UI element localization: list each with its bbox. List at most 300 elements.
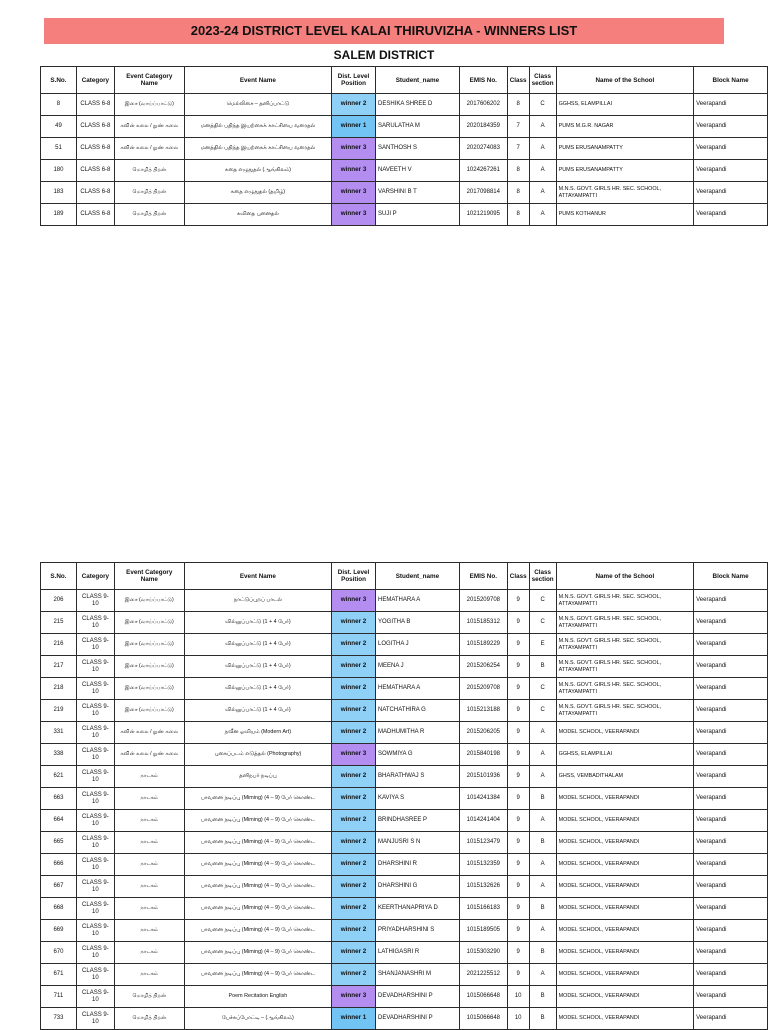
cell-section: B <box>529 942 556 964</box>
header-student: Student_name <box>376 563 460 590</box>
cell-student-name: MANJUSRI S N <box>376 832 460 854</box>
cell-event-name: வில்லுப்பாட்டு (1 + 4 பேர்) <box>184 700 331 722</box>
cell-event-name: கவிதை புனைதல் <box>184 204 331 226</box>
cell-class: 9 <box>507 766 529 788</box>
header-position: Dist. Level Position <box>332 67 376 94</box>
cell-block-name: Veerapandi <box>694 116 768 138</box>
cell-block-name: Veerapandi <box>694 832 768 854</box>
cell-emis: 1021219095 <box>459 204 507 226</box>
header-section: Class section <box>529 67 556 94</box>
cell-category: CLASS 6-8 <box>76 182 114 204</box>
position-badge: winner 2 <box>332 700 376 722</box>
cell-class: 9 <box>507 788 529 810</box>
cell-class: 9 <box>507 920 529 942</box>
cell-sno: 664 <box>41 810 77 832</box>
position-badge: winner 3 <box>332 160 376 182</box>
cell-section: A <box>529 204 556 226</box>
position-badge: winner 3 <box>332 590 376 612</box>
cell-student-name: DEVADHARSHINI P <box>376 986 460 1008</box>
cell-student-name: NATCHATHIRA G <box>376 700 460 722</box>
table-row <box>41 160 768 182</box>
cell-event-category: நாடகம் <box>114 942 184 964</box>
cell-school-name: M.N.S. GOVT. GIRLS HR. SEC. SCHOOL, ATTAYAMPATTI <box>556 590 694 612</box>
cell-class: 9 <box>507 700 529 722</box>
table-row <box>41 94 768 116</box>
cell-emis: 1015189505 <box>459 920 507 942</box>
cell-sno: 669 <box>41 920 77 942</box>
cell-event-category: மொழித் திறன் <box>114 986 184 1008</box>
position-badge: winner 2 <box>332 920 376 942</box>
position-badge: winner 2 <box>332 634 376 656</box>
header-event: Event Name <box>184 67 331 94</box>
cell-school-name: MODEL SCHOOL, VEERAPANDI <box>556 964 694 986</box>
cell-block-name: Veerapandi <box>694 986 768 1008</box>
cell-class: 9 <box>507 612 529 634</box>
cell-event-name: பாவனை நடிப்பு (Miming) (4 – 9) பேர் கொண்ட <box>184 964 331 986</box>
cell-emis: 1015132626 <box>459 876 507 898</box>
cell-section: A <box>529 920 556 942</box>
cell-emis: 2015840198 <box>459 744 507 766</box>
cell-event-name: பாவனை நடிப்பு (Miming) (4 – 9) பேர் கொண்ட <box>184 810 331 832</box>
cell-category: CLASS 6-8 <box>76 116 114 138</box>
cell-event-category: இசை (வாய்ப்பாட்டு) <box>114 612 184 634</box>
cell-class: 8 <box>507 160 529 182</box>
cell-school-name: MODEL SCHOOL, VEERAPANDI <box>556 810 694 832</box>
table-row <box>41 612 768 634</box>
cell-block-name: Veerapandi <box>694 160 768 182</box>
cell-class: 9 <box>507 656 529 678</box>
cell-block-name: Veerapandi <box>694 722 768 744</box>
cell-section: C <box>529 590 556 612</box>
cell-emis: 2017098814 <box>459 182 507 204</box>
position-badge: winner 1 <box>332 1008 376 1030</box>
cell-class: 9 <box>507 722 529 744</box>
cell-section: A <box>529 138 556 160</box>
cell-category: CLASS 9-10 <box>76 964 114 986</box>
position-badge: winner 3 <box>332 986 376 1008</box>
cell-emis: 1015185312 <box>459 612 507 634</box>
cell-school-name: PUMS M.G.R. NAGAR <box>556 116 694 138</box>
cell-school-name: PUMS ERUSANAMPATTY <box>556 138 694 160</box>
cell-student-name: SARULATHA M <box>376 116 460 138</box>
cell-block-name: Veerapandi <box>694 94 768 116</box>
cell-category: CLASS 9-10 <box>76 744 114 766</box>
position-badge: winner 3 <box>332 182 376 204</box>
cell-section: B <box>529 788 556 810</box>
cell-emis: 2015209708 <box>459 590 507 612</box>
position-badge: winner 2 <box>332 678 376 700</box>
header-class: Class <box>507 67 529 94</box>
cell-school-name: M.N.S. GOVT. GIRLS HR. SEC. SCHOOL, ATTAYAMPATTI <box>556 182 694 204</box>
table-row <box>41 942 768 964</box>
cell-school-name: MODEL SCHOOL, VEERAPANDI <box>556 832 694 854</box>
cell-section: C <box>529 700 556 722</box>
cell-section: C <box>529 94 556 116</box>
cell-school-name: PUMS KOTHANUR <box>556 204 694 226</box>
cell-section: A <box>529 182 556 204</box>
winners-table-class-6-8 <box>40 66 768 226</box>
cell-event-name: வில்லுப்பாட்டு (1 + 4 பேர்) <box>184 656 331 678</box>
table-row <box>41 634 768 656</box>
cell-sno: 49 <box>41 116 77 138</box>
header-sno: S.No. <box>41 67 77 94</box>
cell-event-category: கவின் கலை / நுண் கலை <box>114 744 184 766</box>
position-badge: winner 2 <box>332 94 376 116</box>
cell-emis: 1014241404 <box>459 810 507 832</box>
cell-class: 9 <box>507 964 529 986</box>
cell-sno: 666 <box>41 854 77 876</box>
table-row <box>41 920 768 942</box>
cell-event-category: இசை (வாய்ப்பாட்டு) <box>114 94 184 116</box>
cell-section: A <box>529 810 556 832</box>
cell-category: CLASS 9-10 <box>76 612 114 634</box>
cell-event-category: நாடகம் <box>114 964 184 986</box>
table-row <box>41 788 768 810</box>
cell-category: CLASS 6-8 <box>76 138 114 160</box>
cell-section: C <box>529 678 556 700</box>
cell-event-name: Poem Recitation English <box>184 986 331 1008</box>
cell-class: 9 <box>507 744 529 766</box>
table-row <box>41 964 768 986</box>
cell-block-name: Veerapandi <box>694 678 768 700</box>
cell-block-name: Veerapandi <box>694 612 768 634</box>
cell-emis: 2015101936 <box>459 766 507 788</box>
cell-event-name: நாட்டுப்புறப் பாடல் <box>184 590 331 612</box>
cell-category: CLASS 9-10 <box>76 810 114 832</box>
cell-class: 9 <box>507 810 529 832</box>
cell-student-name: YOGITHA B <box>376 612 460 634</box>
cell-student-name: KEERTHANAPRIYA D <box>376 898 460 920</box>
cell-emis: 2015206205 <box>459 722 507 744</box>
cell-event-category: நாடகம் <box>114 920 184 942</box>
cell-sno: 665 <box>41 832 77 854</box>
position-badge: winner 2 <box>332 854 376 876</box>
cell-section: B <box>529 832 556 854</box>
cell-school-name: MODEL SCHOOL, VEERAPANDI <box>556 788 694 810</box>
cell-event-category: இசை (வாய்ப்பாட்டு) <box>114 700 184 722</box>
cell-section: A <box>529 722 556 744</box>
cell-sno: 217 <box>41 656 77 678</box>
cell-school-name: PUMS ERUSANAMPATTY <box>556 160 694 182</box>
cell-block-name: Veerapandi <box>694 810 768 832</box>
cell-student-name: LOGITHA J <box>376 634 460 656</box>
cell-category: CLASS 9-10 <box>76 898 114 920</box>
cell-section: E <box>529 634 556 656</box>
cell-block-name: Veerapandi <box>694 964 768 986</box>
cell-event-category: இசை (வாய்ப்பாட்டு) <box>114 590 184 612</box>
header-event: Event Name <box>184 563 331 590</box>
cell-event-category: கவின் கலை / நுண் கலை <box>114 722 184 744</box>
cell-emis: 1014241384 <box>459 788 507 810</box>
cell-class: 7 <box>507 138 529 160</box>
table-row <box>41 876 768 898</box>
cell-student-name: HEMATHARA A <box>376 590 460 612</box>
cell-category: CLASS 9-10 <box>76 634 114 656</box>
cell-section: A <box>529 744 556 766</box>
header-block: Block Name <box>694 563 768 590</box>
cell-class: 9 <box>507 876 529 898</box>
table-row <box>41 590 768 612</box>
cell-event-category: கவின் கலை / நுண் கலை <box>114 138 184 160</box>
cell-school-name: GHSS, VEMBADITHALAM <box>556 766 694 788</box>
cell-event-category: மொழித் திறன் <box>114 160 184 182</box>
cell-student-name: DHARSHINI R <box>376 854 460 876</box>
cell-event-category: நாடகம் <box>114 854 184 876</box>
cell-student-name: NAVEETH V <box>376 160 460 182</box>
cell-sno: 668 <box>41 898 77 920</box>
table-row <box>41 700 768 722</box>
cell-block-name: Veerapandi <box>694 920 768 942</box>
cell-class: 9 <box>507 942 529 964</box>
cell-emis: 1015166183 <box>459 898 507 920</box>
cell-section: B <box>529 1008 556 1030</box>
cell-sno: 338 <box>41 744 77 766</box>
header-emis: EMIS No. <box>459 67 507 94</box>
cell-student-name: LATHIGASRI R <box>376 942 460 964</box>
cell-sno: 183 <box>41 182 77 204</box>
header-event-category: Event Category Name <box>114 67 184 94</box>
cell-sno: 331 <box>41 722 77 744</box>
cell-event-name: பேச்சுப்போட்டி – (ஆங்கிலம்) <box>184 1008 331 1030</box>
table-row <box>41 182 768 204</box>
cell-emis: 2021225512 <box>459 964 507 986</box>
position-badge: winner 2 <box>332 612 376 634</box>
cell-event-category: இசை (வாய்ப்பாட்டு) <box>114 656 184 678</box>
cell-sno: 8 <box>41 94 77 116</box>
cell-section: C <box>529 612 556 634</box>
position-badge: winner 3 <box>332 138 376 160</box>
cell-school-name: MODEL SCHOOL, VEERAPANDI <box>556 722 694 744</box>
district-title: SALEM DISTRICT <box>333 48 435 62</box>
cell-event-category: மொழித் திறன் <box>114 1008 184 1030</box>
cell-event-category: இசை (வாய்ப்பாட்டு) <box>114 678 184 700</box>
header-student: Student_name <box>376 67 460 94</box>
cell-block-name: Veerapandi <box>694 876 768 898</box>
cell-section: A <box>529 116 556 138</box>
position-badge: winner 1 <box>332 116 376 138</box>
cell-section: B <box>529 656 556 678</box>
cell-student-name: KAVIYA S <box>376 788 460 810</box>
cell-class: 8 <box>507 182 529 204</box>
cell-section: A <box>529 964 556 986</box>
cell-block-name: Veerapandi <box>694 942 768 964</box>
table-row <box>41 722 768 744</box>
table-row <box>41 744 768 766</box>
table-header-row <box>41 563 768 590</box>
cell-sno: 711 <box>41 986 77 1008</box>
cell-category: CLASS 9-10 <box>76 876 114 898</box>
cell-event-category: மொழித் திறன் <box>114 204 184 226</box>
cell-emis: 2015206254 <box>459 656 507 678</box>
cell-event-category: நாடகம் <box>114 810 184 832</box>
cell-sno: 215 <box>41 612 77 634</box>
cell-section: B <box>529 898 556 920</box>
cell-student-name: DEVADHARSHINI P <box>376 1008 460 1030</box>
header-position: Dist. Level Position <box>332 563 376 590</box>
cell-student-name: SHANJANASHRI M <box>376 964 460 986</box>
cell-event-name: கதை எழுதுதல் (தமிழ்) <box>184 182 331 204</box>
cell-section: A <box>529 876 556 898</box>
cell-category: CLASS 9-10 <box>76 942 114 964</box>
cell-category: CLASS 9-10 <box>76 854 114 876</box>
cell-sno: 671 <box>41 964 77 986</box>
cell-event-name: பாவனை நடிப்பு (Miming) (4 – 9) பேர் கொண்ட <box>184 788 331 810</box>
cell-emis: 1015132359 <box>459 854 507 876</box>
cell-school-name: M.N.S. GOVT. GIRLS HR. SEC. SCHOOL, ATTAYAMPATTI <box>556 678 694 700</box>
cell-sno: 216 <box>41 634 77 656</box>
table-row <box>41 116 768 138</box>
cell-student-name: SANTHOSH S <box>376 138 460 160</box>
cell-category: CLASS 9-10 <box>76 788 114 810</box>
cell-event-name: நவீன ஓவியம் (Modern Art) <box>184 722 331 744</box>
cell-school-name: M.N.S. GOVT. GIRLS HR. SEC. SCHOOL, ATTAYAMPATTI <box>556 656 694 678</box>
cell-student-name: BRINDHASREE P <box>376 810 460 832</box>
cell-school-name: M.N.S. GOVT. GIRLS HR. SEC. SCHOOL, ATTAYAMPATTI <box>556 612 694 634</box>
cell-school-name: MODEL SCHOOL, VEERAPANDI <box>556 898 694 920</box>
cell-block-name: Veerapandi <box>694 854 768 876</box>
position-badge: winner 2 <box>332 876 376 898</box>
cell-category: CLASS 9-10 <box>76 700 114 722</box>
position-badge: winner 2 <box>332 898 376 920</box>
cell-category: CLASS 9-10 <box>76 986 114 1008</box>
cell-sno: 621 <box>41 766 77 788</box>
cell-sno: 189 <box>41 204 77 226</box>
cell-event-name: பாவனை நடிப்பு (Miming) (4 – 9) பேர் கொண்ட <box>184 942 331 964</box>
cell-section: A <box>529 160 556 182</box>
cell-emis: 1015213188 <box>459 700 507 722</box>
header-school: Name of the School <box>556 563 694 590</box>
cell-school-name: MODEL SCHOOL, VEERAPANDI <box>556 876 694 898</box>
cell-student-name: VARSHINI B T <box>376 182 460 204</box>
cell-emis: 1015123479 <box>459 832 507 854</box>
cell-school-name: GGHSS, ELAMPILLAI <box>556 744 694 766</box>
header-sno: S.No. <box>41 563 77 590</box>
cell-block-name: Veerapandi <box>694 138 768 160</box>
cell-school-name: MODEL SCHOOL, VEERAPANDI <box>556 986 694 1008</box>
cell-student-name: MEENA J <box>376 656 460 678</box>
position-badge: winner 3 <box>332 744 376 766</box>
cell-block-name: Veerapandi <box>694 204 768 226</box>
winners-table-class-9-10 <box>40 562 768 1030</box>
cell-category: CLASS 9-10 <box>76 1008 114 1030</box>
table-body <box>41 590 768 1030</box>
cell-school-name: MODEL SCHOOL, VEERAPANDI <box>556 854 694 876</box>
header-emis: EMIS No. <box>459 563 507 590</box>
cell-event-name: பாவனை நடிப்பு (Miming) (4 – 9) பேர் கொண்ட <box>184 854 331 876</box>
header-school: Name of the School <box>556 67 694 94</box>
cell-sno: 670 <box>41 942 77 964</box>
cell-student-name: SUJI P <box>376 204 460 226</box>
cell-event-name: பாவனை நடிப்பு (Miming) (4 – 9) பேர் கொண்ட <box>184 876 331 898</box>
cell-section: B <box>529 986 556 1008</box>
cell-emis: 2015209708 <box>459 678 507 700</box>
cell-sno: 218 <box>41 678 77 700</box>
cell-sno: 663 <box>41 788 77 810</box>
cell-school-name: GGHSS, ELAMPILLAI <box>556 94 694 116</box>
cell-sno: 206 <box>41 590 77 612</box>
header-class: Class <box>507 563 529 590</box>
cell-class: 8 <box>507 94 529 116</box>
cell-school-name: M.N.S. GOVT. GIRLS HR. SEC. SCHOOL, ATTAYAMPATTI <box>556 700 694 722</box>
header-block: Block Name <box>694 67 768 94</box>
cell-event-category: இசை (வாய்ப்பாட்டு) <box>114 634 184 656</box>
cell-event-name: வில்லுப்பாட்டு (1 + 4 பேர்) <box>184 678 331 700</box>
cell-student-name: DHARSHINI G <box>376 876 460 898</box>
cell-event-name: மனத்தில் பதிந்த இயற்கைக் காட்சியை வரைதல் <box>184 116 331 138</box>
cell-school-name: MODEL SCHOOL, VEERAPANDI <box>556 942 694 964</box>
position-badge: winner 2 <box>332 942 376 964</box>
cell-class: 9 <box>507 832 529 854</box>
cell-sno: 733 <box>41 1008 77 1030</box>
cell-event-name: வில்லுப்பாட்டு (1 + 4 பேர்) <box>184 612 331 634</box>
cell-event-category: நாடகம் <box>114 832 184 854</box>
cell-sno: 180 <box>41 160 77 182</box>
cell-class: 7 <box>507 116 529 138</box>
position-badge: winner 2 <box>332 964 376 986</box>
table-row <box>41 1008 768 1030</box>
cell-event-category: நாடகம் <box>114 788 184 810</box>
cell-emis: 1024267261 <box>459 160 507 182</box>
cell-category: CLASS 9-10 <box>76 678 114 700</box>
cell-event-name: வில்லுப்பாட்டு (1 + 4 பேர்) <box>184 634 331 656</box>
cell-event-name: பாவனை நடிப்பு (Miming) (4 – 9) பேர் கொண்ட <box>184 832 331 854</box>
cell-class: 9 <box>507 678 529 700</box>
table-row <box>41 986 768 1008</box>
cell-emis: 2017606202 <box>459 94 507 116</box>
table-row <box>41 832 768 854</box>
position-badge: winner 3 <box>332 204 376 226</box>
page-title-banner: 2023-24 DISTRICT LEVEL KALAI THIRUVIZHA - WINNERS LIST <box>44 18 724 44</box>
table-header-row <box>41 67 768 94</box>
cell-student-name: MADHUMITHA R <box>376 722 460 744</box>
cell-emis: 1015066648 <box>459 1008 507 1030</box>
cell-class: 9 <box>507 634 529 656</box>
cell-sno: 667 <box>41 876 77 898</box>
cell-student-name: PRIYADHARSHINI S <box>376 920 460 942</box>
cell-event-category: நாடகம் <box>114 898 184 920</box>
cell-event-name: மெல்லிசை – தனிப்பாட்டு <box>184 94 331 116</box>
cell-student-name: DESHIKA SHREE D <box>376 94 460 116</box>
cell-class: 9 <box>507 854 529 876</box>
cell-section: A <box>529 854 556 876</box>
cell-event-name: மனத்தில் பதிந்த இயற்கைக் காட்சியை வரைதல் <box>184 138 331 160</box>
cell-block-name: Veerapandi <box>694 700 768 722</box>
cell-event-name: புகைப்படம் எடுத்தல் (Photography) <box>184 744 331 766</box>
cell-category: CLASS 9-10 <box>76 590 114 612</box>
cell-category: CLASS 9-10 <box>76 832 114 854</box>
cell-block-name: Veerapandi <box>694 182 768 204</box>
position-badge: winner 2 <box>332 722 376 744</box>
cell-event-name: பாவனை நடிப்பு (Miming) (4 – 9) பேர் கொண்ட <box>184 898 331 920</box>
cell-event-name: தனிநபர் நடிப்பு <box>184 766 331 788</box>
table-row <box>41 766 768 788</box>
position-badge: winner 2 <box>332 810 376 832</box>
cell-student-name: HEMATHARA A <box>376 678 460 700</box>
cell-category: CLASS 6-8 <box>76 94 114 116</box>
table-row <box>41 138 768 160</box>
header-section: Class section <box>529 563 556 590</box>
cell-block-name: Veerapandi <box>694 898 768 920</box>
cell-event-category: கவின் கலை / நுண் கலை <box>114 116 184 138</box>
cell-sno: 219 <box>41 700 77 722</box>
cell-class: 10 <box>507 1008 529 1030</box>
cell-event-category: மொழித் திறன் <box>114 182 184 204</box>
table-row <box>41 898 768 920</box>
cell-emis: 2020274083 <box>459 138 507 160</box>
position-badge: winner 2 <box>332 656 376 678</box>
cell-emis: 1015303290 <box>459 942 507 964</box>
cell-block-name: Veerapandi <box>694 590 768 612</box>
